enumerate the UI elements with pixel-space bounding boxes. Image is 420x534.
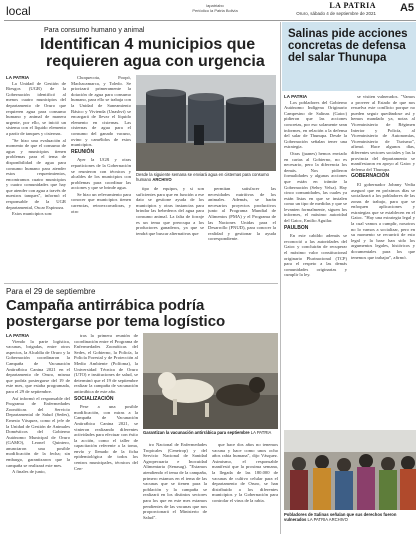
dogs-photo (143, 333, 278, 429)
article1-photo (136, 75, 276, 171)
article2-headline-box (282, 22, 416, 91)
article2-col1-p3: En este cabildo además se reconoció a las autoridades del Gaioc y concluirán de recuperar el máximo valor constitucional originario Plurinacional (TCP) para el respeto a las demás comunidades originarias y cumplir la ley. (284, 233, 347, 278)
article3-col3-p1: tro Nacional de Enfermedades Tropicales (Cenetrop) y del Servicio Nacional de Sanidad Agropecuaria e Inocuidad Alimentaria (Senasag). "Estamos atendiendo el tema de la campaña, primero estamos en el tema de las vacunas que se tienen para la población y la campaña se realizará en los distintos sectores para los que en este mes estamos pendientes de las vacunas que nos proporcionará el Ministerio de Salud". (143, 442, 207, 520)
article2-photo-credit: LA PATRIA ARCHIVO (307, 517, 348, 522)
article1-headline (40, 37, 280, 71)
article3-col1-p3: A finales de junio, (12, 469, 46, 475)
publication-name: LA PATRIA (329, 1, 376, 10)
article3-photo-credit: LA PATRIA (250, 430, 272, 435)
article2-byline: LA PATRIA (284, 94, 308, 99)
page-number: A5 (399, 2, 414, 14)
article1-headline-line2: requieren agua con urgencia (46, 52, 265, 70)
column-divider (280, 22, 281, 534)
article1-col2-p1: Choquecota, Poopó, Machacamarca, y Toledo. Se priorizará primeramente la dotación de agua para consumo humano, para ello se trabaja con la Unidad de Saneamiento Básico y Vivienda (Unasbvi) se encargará de llevar el líquido elemento en cisternas. Las cisternas de agua para el consumo del ganado vacuno, ovino y camélidos de estos municipios. (71, 75, 131, 148)
article3-col1-p2: Así informó el responsable del Programa de Enfermedades Zoonóticas del Servicio Departamental de Salud (Sedes), Ernesto Vásquez, como el jefe de la Unidad de Gestión de Animales Domésticos del Gobierno Autónomo Municipal de Oruro (GAMO), Leonel Quintero, anunciaron una posible modificación de la fecha; sin embargo, garantizaron que la campaña se realizará este mes. (6, 395, 70, 468)
article1-kicker: Para consumo humano y animal (44, 27, 145, 34)
article2-subhead2: GOBERNACIÓN (351, 173, 390, 180)
article3-kicker: Para el 29 de septiembre (6, 287, 96, 296)
social-handle (180, 3, 250, 13)
article1-col2-p2: Ayer la UGR y otras reparticiones de la Gobernación se reunieron con técnicos y alcaldes de los municipios con problemas para coordinar las acciones y que se brinde agua. (71, 157, 131, 191)
article3-caption-text: Garantizan la vacunación antirrábica para septiembre (143, 430, 250, 435)
article1-byline: LA PATRIA (6, 75, 30, 80)
header-rule (4, 20, 416, 21)
article2-headline-line2: concretas de defensa (288, 40, 406, 53)
article2-caption (284, 512, 416, 522)
article3-caption (143, 430, 278, 435)
article1-col2-p3: Se hizo un relevamiento para conocer que municipios tienen carencias, retroexcavadoras, y otro (71, 191, 131, 214)
article1-col1-p3: Estos municipios son: (12, 211, 53, 217)
article3-col2-p1: tras la primera reunión de coordinación entre el Programa de Enfermedades Zoonóticas del Sedes, el Gobierno, la Policía, la Policía Forestal y de Protección al Medio Ambiente (Polfoma), la Universidad Técnica de Oruro (UTO) e instituciones de salud, se determinó que el 19 de septiembre realizar la campaña de vacunación antirrábica de este año. (74, 333, 138, 394)
article2-col1 (284, 94, 347, 479)
article-divider (4, 283, 278, 284)
article3-col4 (212, 442, 278, 532)
article2-col2-p2: El gobernador Johnny Vedia aseguró que en próximos días se socializará a los pobladores de las zonas de trabajo, para que se enfoquen aplicaciones y estrategias que se establecen en el Gaioc. "Hay una estrategia legal y la cual vamos a cumplir, nosotros no lo vamos a socializar, pero en su momento se recurrirá de esto legal y la base han sido los argumentos legales, históricos y documentales para los que tenemos que trabajar", afirmó. (351, 181, 415, 260)
article3-col3 (143, 442, 207, 532)
article3-col2-p2: Pese a una posible modificación, con miras a la Campaña de Vacunación Antirrábica Canina 2021, se vinieron realizando diferentes actividades para efectuar con éxito la acción, como el taller de capacitación referente a la toma, envío y llenado de la ficha epidemiológica de todos los centros municipales, técnicos del Cen- (74, 404, 138, 471)
article1-col1 (6, 75, 66, 280)
article1-headline-line1: Identifican 4 municipios que (40, 36, 256, 53)
article1-col3 (136, 186, 204, 280)
article1-caption (136, 172, 276, 182)
article2-headline-line3: del salar Thunupa (288, 52, 387, 65)
article1-col4 (208, 186, 276, 280)
article2-caption-text: Pobladores de Salinas señalan que sus derechos fueron vulnerados (284, 512, 397, 522)
article2-subhead1: PAULBON (284, 224, 309, 231)
article1-col4-p1: permitan satisfacer las necesidades nutritivas de los animales. Además, se harán necesarios proyectos productivos junto al Programa Mundial de Alimentos (PMA) y el Programa de las Naciones Unidas para el Desarrollo (PNUD), para conocer la realidad y gestionar la ayuda correspondiente. (208, 186, 276, 242)
article3-photo (143, 333, 278, 429)
article2-headline-line1: Salinas pide acciones (288, 28, 408, 40)
article2-col2-p1: se visiten vulnerados. "Vamos a proveer al Estado de que nos resuelva este conflicto porque no pueden seguir quedándose así y hemos mandado ya, notas al Viceministerio de Régimen Interior y Policía, al Viceministerio de Autonomías, Viceministerio de Turismo", afirmó. Hace algunos días, diferentes sectores sociales y las la provincia del departamento se manifestaron en apoyo al Gaioc y defensa del Thunupa. (351, 94, 415, 172)
article1-caption-text: Desde la siguiente semana se enviará agua en cisternas para consumo humano (136, 172, 269, 182)
water-tanks-photo (136, 75, 276, 171)
article3-headline-line1: Campaña antirrábica podría (6, 297, 205, 314)
social-handle-line1: lapatriabo (206, 3, 224, 8)
section-name: local (6, 4, 31, 18)
social-handle-line2: Periódico la Patria Bolivia (192, 8, 238, 13)
article3-col2 (74, 333, 138, 532)
article1-col3-p1: tipo de equipos, y si son suficientes para que en función a ese dato se gestione ayuda de los municipios y otras instancias para brindar las bebederos del agua para consumo animal. La falta de forraje es un tema que preocupa a los productores ganaderos, ya que se tendrá que buscar alternativas que (136, 186, 204, 236)
article1-col1-p2: "Se hizo una evaluación al momento de que el consumo de agua y municipios tienen problemas para el tema de disponibilidad de agua para consumo humano para atender estos requerimientos, encontramos cuatro municipios y cuatro comunidades que hay que atender con agua a través de nuestros tanques", informó el responsable de la UGR departamental, Oscar Espinoza. (6, 137, 66, 210)
article1-col1-p1: La Unidad de Gestión de Riesgos (UGR) de la Gobernación identificó al menos cuatro municipios del departamento de Oruro que requieren agua para consumo humano y animal de manera urgente, por ello, se inició un sistema con el líquido elemento a partir de tanques y cisternas. (6, 80, 66, 136)
article2-photo (284, 430, 416, 510)
article3-byline: LA PATRIA (6, 333, 30, 338)
article1-subhead: REUNIÓN (71, 148, 95, 155)
issue-date: Oruro, sábado 4 de septiembre de 2021 (296, 11, 376, 16)
article1-col2 (71, 75, 131, 280)
article3-headline-line2: postergarse por tema logístico (6, 312, 226, 330)
article3-col1-p1: Viendo la parte logística, vacunas, brigadas, entre otros aspectos, la Alcaldía de Oruro y la Gobernación coordinaron la Campaña de Vacunación Antirrábica Canina 2021 en el departamento de Oruro, misma que podría postergarse del 19 de este mes, que estaba programada, para el 29 de septiembre. (6, 338, 70, 394)
article2-headline (282, 22, 416, 70)
crowd-photo (284, 430, 416, 510)
article1-photo-credit: ARCHIVO (152, 177, 172, 182)
article3-subhead: SOCIALIZACIÓN (74, 395, 114, 402)
article3-col1 (6, 333, 70, 532)
article2-col1-p2: Otras (juanes) hemos enviado en cartas al Gobierno, no es necesario, pero la diferencia los demás. Nos pidieron formalidades y algunas acciones que están en trámite la Gobernación (Sehry Velsa). Hay cinco comunidades, las cuales ya están listas en que se instalen como un tipo de medidas y que se levanten formalmente, siguen los informes, el máximo autoridad del Gaioc, Emilio Aguilar. (284, 150, 347, 224)
article2-col1-p1: Los pobladores del Gobierno Autónomo Indígena Originario Campesino de Salinas (Gaioc) pidieron que las acciones concretas, por eso solamente sean informes, en relación a la defensa del salar de Thunupa. Desde la Gobernación señalan tener una estrategia. (284, 99, 347, 150)
article3-col4-p1: que hace dos años no tenemos vacuna y hace como unos ocho años rabia humana", dijo Vásquez. Asimismo, el responsable manifestó que la proxima semana, la llegada de las 180.000 de vacunas de cultivo celular para el departamento de Oruro, se han distribuido a los diferentes municipios y la Gobernación para controlar el virus de la rabia. (212, 442, 278, 503)
article3-headline (6, 298, 278, 330)
article2-col2 (351, 94, 415, 479)
